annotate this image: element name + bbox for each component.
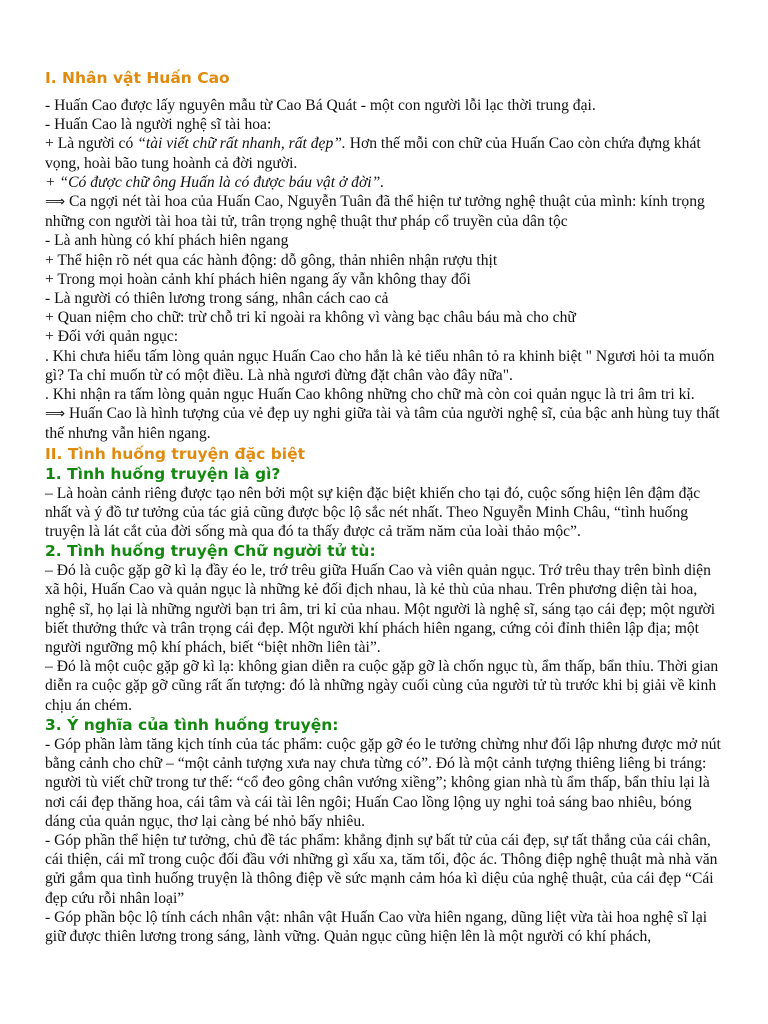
document-body — [45, 68, 725, 946]
implies-arrow-icon: ⟹ — [45, 194, 66, 211]
implies-arrow-icon: ⟹ — [45, 406, 66, 423]
section-heading-huan-cao: I. Nhân vật Huấn Cao — [45, 69, 230, 87]
paragraph: + Trong mọi hoàn cảnh khí phách hiên ngang ấy vẫn không thay đổi — [45, 270, 471, 288]
quote-text: “tài viết chữ rất nhanh, rất đẹp”. — [137, 135, 346, 153]
text-span: Huấn Cao là hình tượng của vẻ đẹp uy nghi giữa tài và tâm của người nghệ sĩ, của bậc anh hùng tuy thất thế nhưng vẫn hiên ngang. — [45, 405, 720, 443]
quote-paragraph: + “Có được chữ ông Huấn là có được báu vật ở đời”. — [45, 173, 385, 191]
text-span: Ca ngợi nét tài hoa của Huấn Cao, Nguyễn Tuân đã thể hiện tư tưởng nghệ thuật của mình: kính trọng những con người tài hoa tài tử, trân trọng nghệ thuật thư pháp cổ truyền của dân tộc — [45, 193, 705, 231]
paragraph: - Góp phần thể hiện tư tưởng, chủ đề tác phẩm: khẳng định sự bất tử của cái đẹp, sự tất thắng của cái chân, cái thiện, cái mĩ trong cuộc đối đầu với những gì xấu xa, tăm tối, độc ác. Thông điệp nghệ thuật mà nhà văn gửi gắm qua tình huống truyện là thông điệp về sức mạnh cảm hóa kì diệu của nghệ thuật, của cái đẹp “Cái đẹp cứu rỗi nhân loại” — [45, 831, 718, 907]
paragraph: – Đó là một cuộc gặp gỡ kì lạ: không gian diễn ra cuộc gặp gỡ là chốn ngục tù, ẩm thấp, bẩn thỉu. Thời gian diễn ra cuộc gặp gỡ cũng rất ấn tượng: đó là những ngày cuối cùng của người tử tù trước khi bị giải về kinh chịu án chém. — [45, 658, 719, 714]
paragraph: - Góp phần bộc lộ tính cách nhân vật: nhân vật Huấn Cao vừa hiên ngang, dũng liệt vừa tài hoa nghệ sĩ lại giữ được thiên lương trong sáng, lành vững. Quản ngục cũng hiện lên là một người có khí phách, — [45, 908, 708, 945]
section-heading-tinh-huong: II. Tình huống truyện đặc biệt — [45, 444, 306, 463]
paragraph: + Đối với quản ngục: — [45, 328, 179, 346]
subheading-chu-nguoi-tu-tu: 2. Tình huống truyện Chữ người tử tù: — [45, 542, 376, 561]
paragraph — [45, 134, 725, 172]
subheading-what-is: 1. Tình huống truyện là gì? — [45, 464, 281, 483]
paragraph: - Là anh hùng có khí phách hiên ngang — [45, 232, 289, 250]
paragraph: . Khi chưa hiểu tấm lòng quản ngục Huấn Cao cho hắn là kẻ tiểu nhân tỏ ra khinh biệt " Ngươi hỏi ta muốn gì? Ta chỉ muốn từ có một điều. Là nhà ngươi đừng đặt chân vào đây nữa". — [45, 347, 715, 384]
text-span: Hơn thế mỗi con chữ của Huấn Cao còn chứa đựng khát vọng, hoài bão tung hoành cả đời người. — [45, 135, 701, 172]
paragraph: . Khi nhận ra tấm lòng quản ngục Huấn Cao không những cho chữ mà còn coi quản ngục là tri âm tri kỉ. — [45, 386, 695, 404]
paragraph: + Thể hiện rõ nét qua các hành động: dỗ gông, thản nhiên nhận rượu thịt — [45, 251, 498, 269]
subheading-meaning: 3. Ý nghĩa của tình huống truyện: — [45, 715, 339, 734]
paragraph: + Quan niệm cho chữ: trừ chỗ tri kỉ ngoài ra không vì vàng bạc châu báu mà cho chữ — [45, 309, 576, 327]
paragraph: - Là người có thiên lương trong sáng, nhân cách cao cả — [45, 290, 389, 308]
paragraph — [45, 404, 725, 443]
paragraph: - Góp phần làm tăng kịch tính của tác phẩm: cuộc gặp gỡ éo le tưởng chừng như đối lập nhưng được mở nút bằng cảnh cho chữ – “một cảnh tượng xưa nay chưa từng có”. Đó là một cảnh tượng thiêng liêng bi tráng: người tù viết chữ trong tư thế: “cổ đeo gông chân vướng xiềng”; không gian nhà tù ẩm thấp, bẩn thỉu lại là nơi cái đẹp thăng hoa, cái tâm và cái tài lên ngôi; Huấn Cao lồng lộng uy nghi toả sáng bao nhiêu, bóng dáng của quản ngục, thơ lại càng bé nhỏ bấy nhiêu. — [45, 735, 721, 830]
paragraph: - Huấn Cao được lấy nguyên mẫu từ Cao Bá Quát - một con người lỗi lạc thời trung đại. — [45, 97, 596, 114]
paragraph: - Huấn Cao là người nghệ sĩ tài hoa: — [45, 116, 272, 134]
paragraph: – Là hoàn cảnh riêng được tạo nên bởi một sự kiện đặc biệt khiến cho tại đó, cuộc sống hiện lên đậm đặc nhất và ý đồ tư tưởng của tác giả cũng được bộc lộ sắc nét nhất. Theo Nguyễn Minh Châu, “tình huống truyện là lát cắt của đời sống mà qua đó ta thấy được cả trăm năm của loài thảo mộc”. — [45, 484, 701, 541]
paragraph — [45, 192, 725, 231]
paragraph: – Đó là cuộc gặp gỡ kì lạ đầy éo le, trớ trêu giữa Huấn Cao và viên quản ngục. Trớ trêu thay trên bình diện xã hội, Huấn Cao và quản ngục là những kẻ đối địch nhau, là kẻ thù của nhau. Trên phương diện tài hoa, nghệ sĩ, họ lại là những người bạn tri âm, tri kỉ của nhau. Một người là nghệ sĩ, sáng tạo cái đẹp; một người biết thưởng thức và trân trọng cái đẹp. Một người khí phách hiên ngang, cứng cỏi đỉnh thiên lập địa; một người ngưỡng mộ khí phách, biết “biệt nhỡn liên tài”. — [45, 562, 716, 657]
text-span: + Là người có — [45, 135, 138, 153]
